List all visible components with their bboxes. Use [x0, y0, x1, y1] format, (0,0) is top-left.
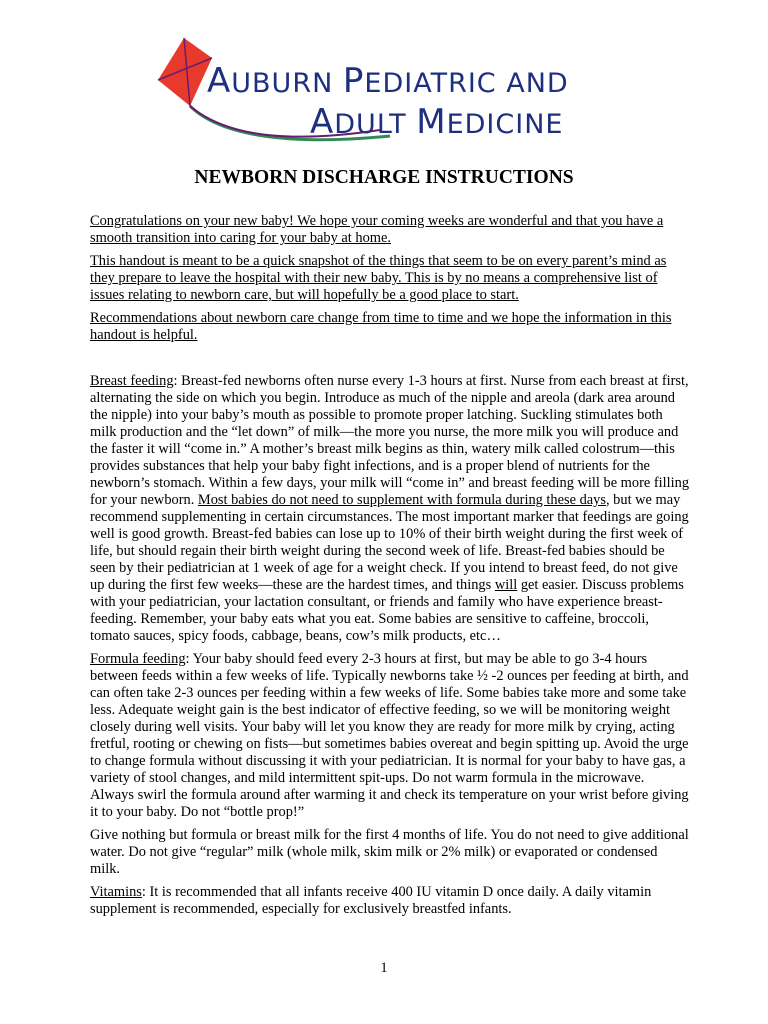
breast-feeding-paragraph — [90, 373, 690, 645]
nothing-but-paragraph: Give nothing but formula or breast milk for the first 4 months of life. You do not need to give additional water. Do not give “regular” milk (whole milk, skim milk or 2% milk) or evaporated or condensed milk. — [90, 827, 689, 877]
vitamins-paragraph — [90, 884, 690, 918]
document-title: NEWBORN DISCHARGE INSTRUCTIONS — [194, 167, 574, 188]
breast-feeding-underlined: Most babies do not need to supplement with formula during these days — [197, 492, 606, 508]
breast-feeding-will: will — [494, 577, 518, 593]
page-number: 1 — [380, 960, 388, 976]
breast-feeding-heading: Breast feeding — [90, 373, 174, 389]
breast-feeding-text-1: : Breast-fed newborns often nurse every 1-3 hours at first. Nurse from each breast at first, alternating the side on which you begin. Introduce as much of the nipple and areola (dark area around the nipple) into your baby’s mouth as possible to promote proper latching. Suckling stimulates both milk production and the “let down” of milk—the more you nurse, the more milk you will produce and the faster it will “come in.” A mother’s breast milk begins as thin, watery milk called colostrum—this provides substances that help your baby fight infections, and is a proper blend of nutrients for the newborn’s stomach. Within a few days, your milk will “come in” and breast feeding will be more filling for your newborn. — [90, 373, 690, 508]
clinic-logo — [150, 28, 620, 148]
vitamins-text: : It is recommended that all infants receive 400 IU vitamin D once daily. A daily vitamin supplement is recommended, especially for exclusively breastfed infants. — [90, 884, 652, 917]
document-body — [90, 213, 690, 924]
formula-feeding-heading: Formula feeding — [90, 651, 186, 667]
breast-feeding-text-3: get easier. Discuss problems with your pediatrician, your lactation consultant, or friends and family who have experience breast-feeding. Remember, your baby eats what you eat. Some babies are sensitive to caffeine, broccoli, tomato sauces, spicy foods, cabbage, beans, cow’s milk products, etc… — [90, 577, 684, 644]
formula-feeding-paragraph — [90, 651, 690, 821]
logo-line-1: AUBURN PEDIATRIC AND — [207, 61, 569, 101]
vitamins-heading: Vitamins — [90, 884, 142, 900]
intro-paragraph-2: This handout is meant to be a quick snapshot of the things that seem to be on every parent’s mind as they prepare to leave the hospital with their new baby. This is by no means a comprehensive list of issues relating to newborn care, but will hopefully be a good place to start. — [90, 253, 667, 303]
breast-feeding-text-2: , but we may recommend supplementing in certain circumstances. The most important marker that feedings are going well is good growth. Breast-fed babies can lose up to 10% of their birth weight during the first week of life, but should regain their birth weight during the second week of life. Breast-fed babies should be seen by their pediatrician at 1 week of age for a weight check. If you intend to breast feed, do not give up during the first few weeks—these are the hardest times, and things — [90, 492, 689, 593]
intro-paragraph-3: Recommendations about newborn care change from time to time and we hope the information in this handout is helpful. — [90, 310, 672, 343]
logo-line-2: ADULT MEDICINE — [310, 102, 564, 142]
formula-feeding-text: : Your baby should feed every 2-3 hours at first, but may be able to go 3-4 hours between feeds within a few weeks of life. Typically newborns take ½ -2 ounces per feeding at birth, and can often take 2-3 ounces per feeding within a few weeks of life. Some babies take more and some take less. Adequate weight gain is the best indicator of effective feeding, so we will be monitoring weight closely during well visits. Your baby will let you know they are ready for more milk by crying, acting fretful, rooting or chewing on fists—but sometimes babies overeat and begin spitting up. Avoid the urge to change formula without discussing it with your pediatrician. It is normal for your baby to have gas, a variety of stool changes, and mild intermittent spit-ups. Do not warm formula in the microwave. Always swirl the formula around after warming it and check its temperature on your wrist before giving it to your baby. Do not “bottle prop!” — [90, 651, 689, 820]
section-spacer — [90, 350, 690, 373]
intro-paragraph-1: Congratulations on your new baby! We hope your coming weeks are wonderful and that you have a smooth transition into caring for your baby at home. — [90, 213, 664, 246]
